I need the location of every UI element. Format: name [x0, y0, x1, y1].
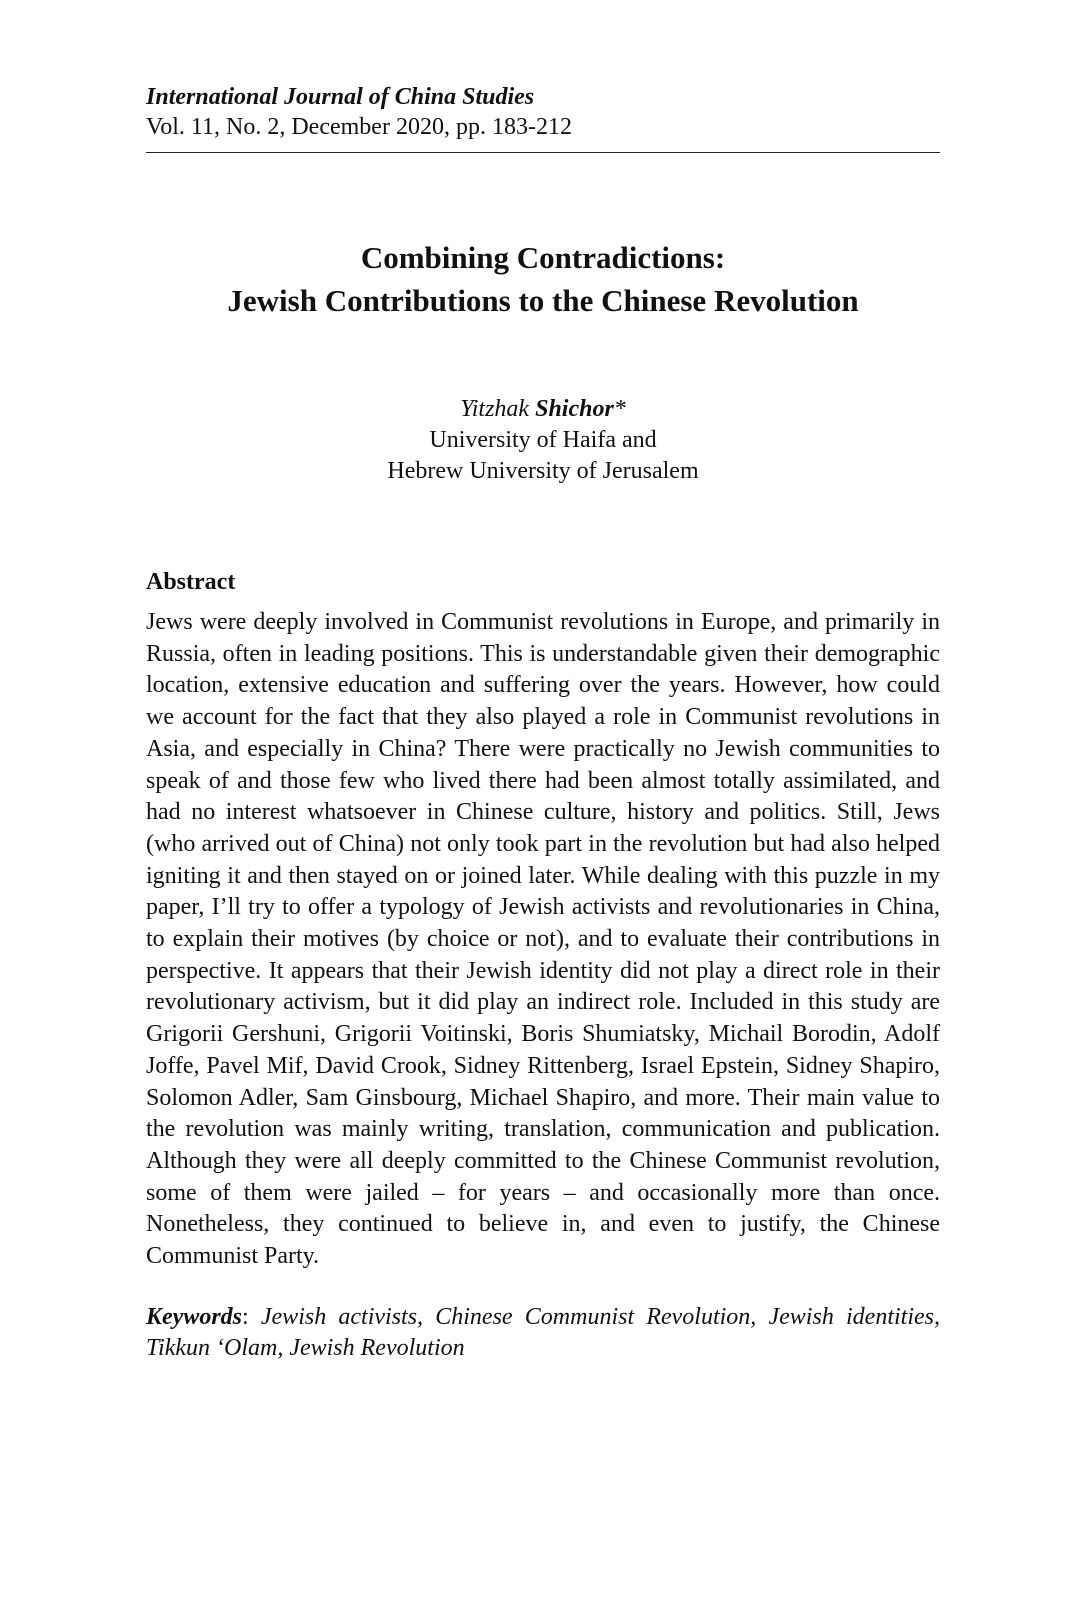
author-affiliation-line-2: Hebrew University of Jerusalem [387, 458, 699, 484]
journal-name: International Journal of China Studies [146, 84, 535, 110]
author-surname: Shichor [535, 396, 614, 422]
keywords-label: Keywords [146, 1303, 242, 1330]
author-block [146, 394, 940, 487]
header-divider [146, 152, 940, 153]
author-given-name: Yitzhak [460, 396, 530, 422]
title-line-2: Jewish Contributions to the Chinese Revolution [227, 283, 859, 318]
paper-title [146, 236, 940, 322]
keywords-text: Jewish activists, Chinese Communist Revolution, Jewish identities, Tikkun ‘Olam, Jewish Revolution [146, 1303, 940, 1361]
abstract-body: Jews were deeply involved in Communist revolutions in Europe, and primarily in Russia, often in leading positions. This is understandable given their demographic location, extensive education and suffering over the years. However, how could we account for the fact that they also played a role in Communist revolutions in Asia, and especially in China? There were practically no Jewish communities to speak of and those few who lived there had been almost totally assimilated, and had no interest whatsoever in Chinese culture, history and politics. Still, Jews (who arrived out of China) not only took part in the revolution but had also helped igniting it and then stayed on or joined later. While dealing with this puzzle in my paper, I’ll try to offer a typology of Jewish activists and revolutionaries in China, to explain their motives (by choice or not), and to evaluate their contributions in perspective. It appears that their Jewish identity did not play a direct role in their revolutionary activism, but it did play an indirect role. Included in this study are Grigorii Gershuni, Grigorii Voitinski, Boris Shumiatsky, Michail Borodin, Adolf Joffe, Pavel Mif, David Crook, Sidney Rittenberg, Israel Epstein, Sidney Shapiro, Solomon Adler, Sam Ginsbourg, Michael Shapiro, and more. Their main value to the revolution was mainly writing, translation, communication and publication. Although they were all deeply committed to the Chinese Communist revolution, some of them were jailed – for years – and occasionally more than once. Nonetheless, they continued to believe in, and even to justify, the Chinese Communist Party. [146, 609, 940, 1270]
author-name [146, 394, 940, 425]
title-line-1: Combining Contradictions: [360, 240, 726, 275]
journal-issue-line: Vol. 11, No. 2, December 2020, pp. 183-212 [146, 114, 572, 140]
journal-header [146, 82, 940, 153]
paper-page [146, 82, 940, 1364]
keywords-separator: : [242, 1303, 261, 1330]
abstract-heading: Abstract [146, 569, 236, 595]
author-footnote-marker: * [613, 396, 626, 422]
author-affiliation-line-1: University of Haifa and [429, 427, 657, 453]
keywords [146, 1302, 940, 1364]
